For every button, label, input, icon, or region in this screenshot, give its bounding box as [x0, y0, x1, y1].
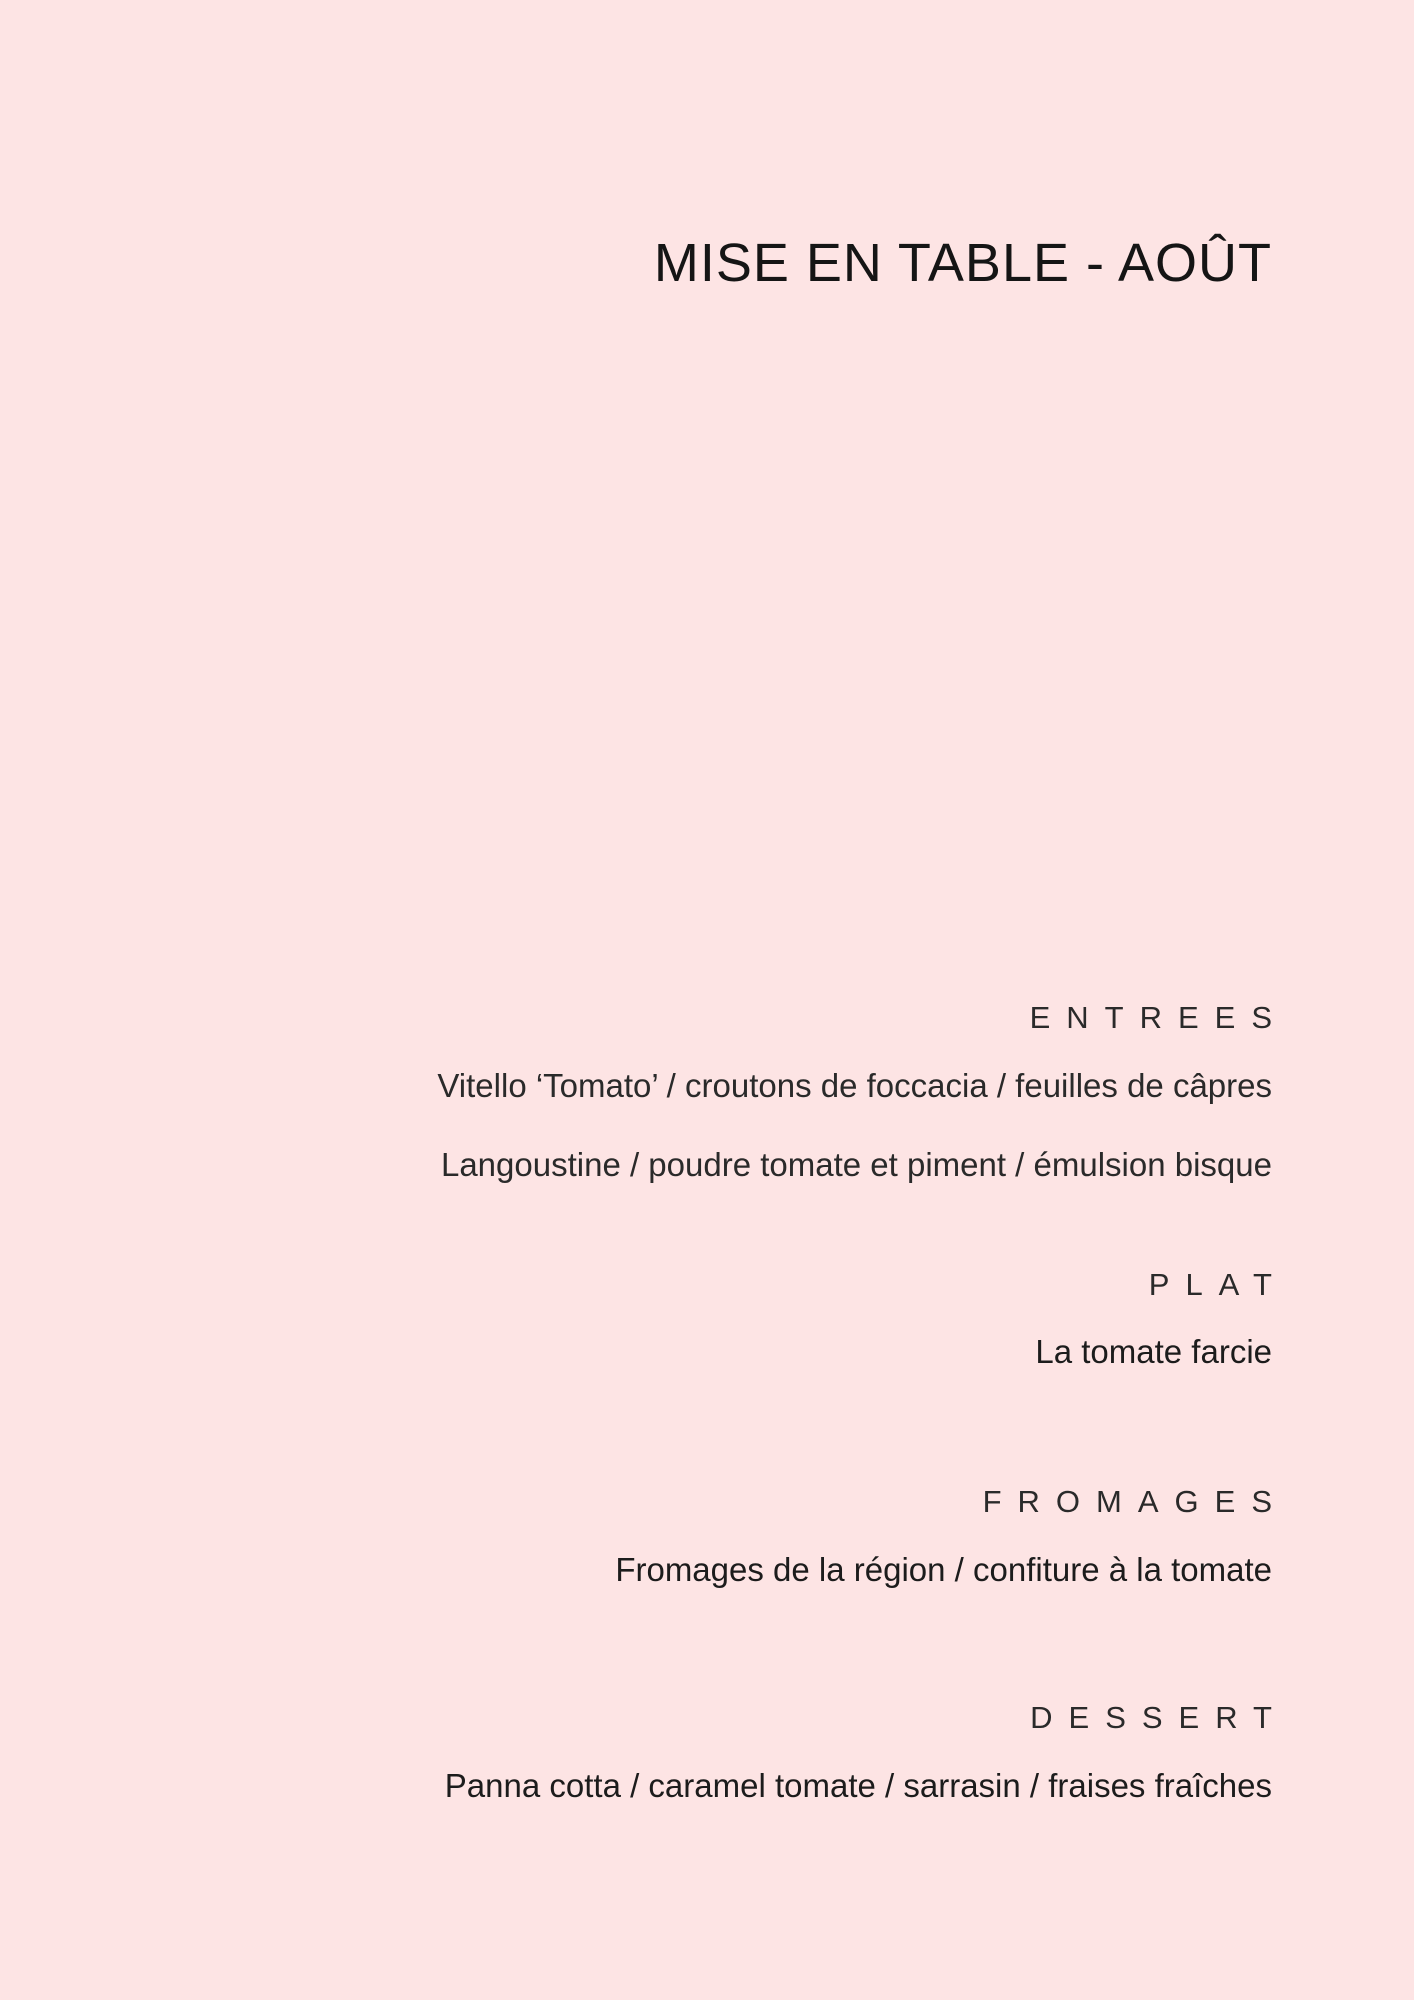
menu-item: Vitello ‘Tomato’ / croutons de foccacia / feuilles de câpres	[437, 1067, 1272, 1104]
menu-body	[172, 998, 1288, 1808]
menu-item: Langoustine / poudre tomate et piment / émulsion bisque	[440, 1146, 1272, 1183]
section-heading-fromages: FROMAGES	[982, 1484, 1288, 1519]
section-heading-plat: PLAT	[1148, 1267, 1288, 1302]
menu-item: Panna cotta / caramel tomate / sarrasin / fraises fraîches	[444, 1767, 1272, 1804]
section-heading-dessert: DESSERT	[1030, 1700, 1288, 1735]
section-dessert	[172, 1698, 1288, 1808]
menu-item: Fromages de la région / confiture à la tomate	[615, 1551, 1272, 1588]
menu-title: MISE EN TABLE - AOÛT	[653, 233, 1272, 293]
section-fromages	[172, 1482, 1288, 1592]
section-plat	[172, 1265, 1288, 1374]
section-entrees	[172, 998, 1288, 1187]
section-heading-entrees: ENTREES	[1029, 1000, 1288, 1035]
menu-item: La tomate farcie	[1035, 1333, 1272, 1370]
